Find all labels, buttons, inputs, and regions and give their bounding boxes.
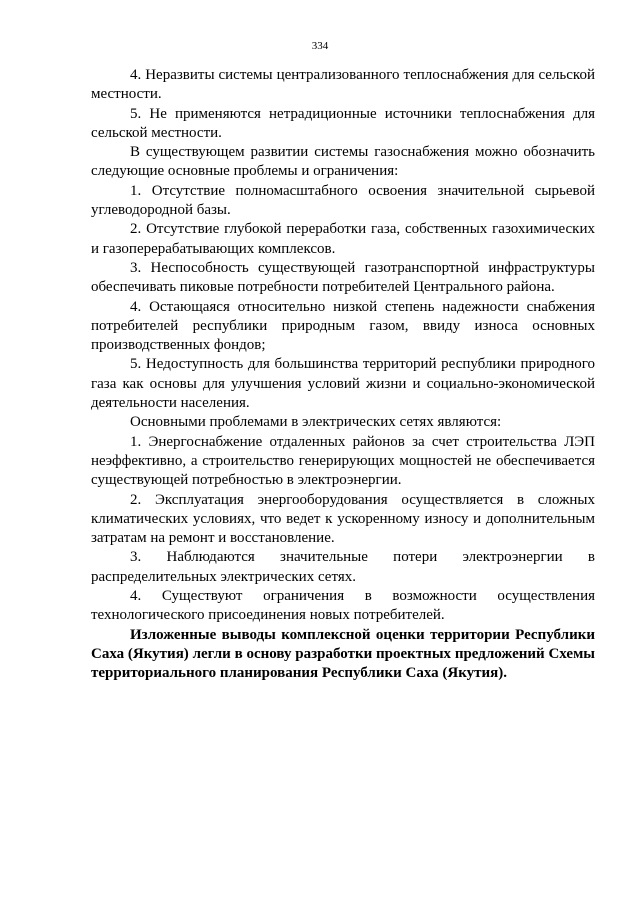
document-body	[91, 66, 595, 684]
paragraph-gas-item-2: 2. Отсутствие глубокой переработки газа, собственных газохимических и газоперерабатывающих комплексов.	[91, 221, 595, 257]
paragraph-gas-intro: В существующем развитии системы газоснабжения можно обозначить следующие основные проблемы и ограничения:	[91, 144, 595, 180]
paragraph-gas-item-1: 1. Отсутствие полномасштабного освоения значительной сырьевой углеводородной базы.	[91, 182, 595, 219]
paragraph-gas-item-5: 5. Недоступность для большинства территорий республики природного газа как основы для улучшения условий жизни и социально-экономической деятельности населения.	[91, 356, 595, 412]
paragraph-heating-centralized: 4. Неразвиты системы централизованного теплоснабжения для сельской местности.	[91, 67, 595, 103]
paragraph-gas-item-4: 4. Остающаяся относительно низкой степень надежности снабжения потребителей республики природным газом, ввиду износа основных производственных фондов;	[91, 298, 595, 354]
paragraph-electric-item-3: 3. Наблюдаются значительные потери электроэнергии в распределительных электрических сетях.	[91, 549, 595, 585]
paragraph-electric-item-1: 1. Энергоснабжение отдаленных районов за счет строительства ЛЭП неэффективно, а строительство генерирующих мощностей не обеспечивается существующей потребностью в электроэнергии.	[91, 433, 595, 489]
paragraph-gas-item-3: 3. Неспособность существующей газотранспортной инфраструктуры обеспечивать пиковые потребности потребителей Центрального района.	[91, 259, 595, 296]
paragraph-conclusion: Изложенные выводы комплексной оценки территории Республики Саха (Якутия) легли в основу разработки проектных предложений Схемы территориального планирования Республики Саха (Якутия).	[91, 626, 595, 682]
paragraph-electric-intro: Основными проблемами в электрических сетях являются:	[130, 414, 502, 431]
paragraph-electric-item-4: 4. Существуют ограничения в возможности осуществления технологического присоединения новых потребителей.	[91, 588, 595, 624]
paragraph-heating-nontraditional: 5. Не применяются нетрадиционные источники теплоснабжения для сельской местности.	[91, 105, 595, 141]
page-number: 334	[311, 40, 329, 52]
paragraph-electric-item-2: 2. Эксплуатация энергооборудования осуществляется в сложных климатических условиях, что ведет к ускоренному износу и дополнительным затратам на ремонт и восстановление.	[91, 491, 595, 547]
